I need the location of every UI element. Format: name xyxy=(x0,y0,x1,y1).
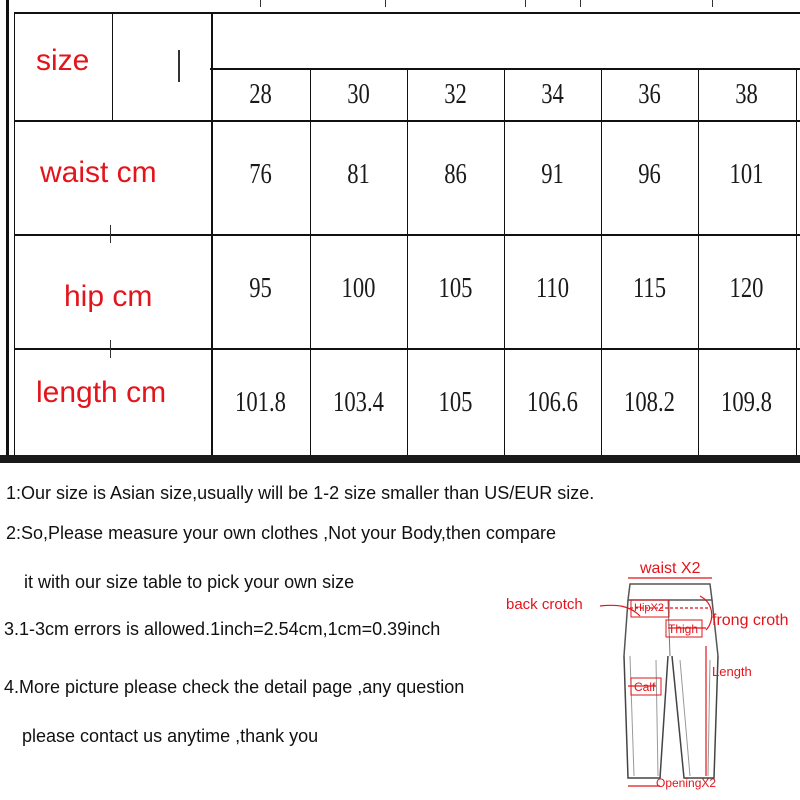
table-rule xyxy=(6,0,9,455)
table-cell: 86 xyxy=(444,158,467,190)
table-cell: 115 xyxy=(632,272,667,304)
diagram-label-hip: HipX2 xyxy=(634,602,664,614)
table-rule xyxy=(698,68,699,455)
diagram-label-thigh: Thigh xyxy=(668,622,699,636)
note-4-continued: please contact us anytime ,thank you xyxy=(22,726,319,746)
table-rule xyxy=(310,68,311,455)
table-tick xyxy=(580,0,581,7)
table-cell: 106.6 xyxy=(527,386,578,418)
row-header-waist: waist cm xyxy=(40,156,157,189)
row-header-length: length cm xyxy=(36,376,167,409)
note-2-continued: it with our size table to pick your own size xyxy=(24,572,355,592)
table-rule xyxy=(796,68,797,455)
pants-measurement-diagram xyxy=(500,556,800,800)
table-tick xyxy=(712,0,713,7)
note-2: 2:So,Please measure your own clothes ,Not your Body,then compare xyxy=(6,523,556,543)
table-rule xyxy=(112,12,113,120)
table-cell: 120 xyxy=(729,272,764,304)
table-cell: 110 xyxy=(535,272,570,304)
size-header-cell: 36 xyxy=(638,78,661,110)
size-header-cell: 34 xyxy=(541,78,564,110)
table-tick xyxy=(110,225,111,243)
row-header-hip: hip cm xyxy=(64,280,153,313)
table-cell: 101.8 xyxy=(235,386,286,418)
note-4: 4.More picture please check the detail page ,any question xyxy=(4,677,465,697)
diagram-label-waist: waist X2 xyxy=(640,560,701,577)
size-header-cell: 28 xyxy=(249,78,272,110)
table-rule xyxy=(601,68,602,455)
table-cell: 81 xyxy=(347,158,370,190)
table-cell: 103.4 xyxy=(333,386,384,418)
table-rule xyxy=(407,68,408,455)
table-cell: 95 xyxy=(249,272,272,304)
note-3: 3.1-3cm errors is allowed.1inch=2.54cm,1cm=0.39inch xyxy=(4,619,441,639)
diagram-label-front-crotch: frong croth xyxy=(712,612,789,629)
row-header-size: size xyxy=(36,44,90,77)
table-tick xyxy=(385,0,386,7)
table-rule xyxy=(14,12,15,455)
table-cell: 109.8 xyxy=(721,386,772,418)
pants-outline-icon xyxy=(500,556,800,800)
table-tick xyxy=(525,0,526,7)
table-rule xyxy=(210,68,800,70)
table-tick xyxy=(110,340,111,358)
table-rule xyxy=(211,12,213,455)
diagram-label-length: Length xyxy=(712,664,752,679)
diagram-label-calf: Calf xyxy=(634,680,656,694)
diagram-label-opening: OpeningX2 xyxy=(656,776,717,790)
note-1: 1:Our size is Asian size,usually will be 1-2 size smaller than US/EUR size. xyxy=(6,483,595,503)
table-cell: 105 xyxy=(438,272,473,304)
size-header-cell: 30 xyxy=(347,78,370,110)
table-cell: 101 xyxy=(729,158,764,190)
table-tick xyxy=(178,50,180,82)
size-header-cell: 32 xyxy=(444,78,467,110)
table-cell: 76 xyxy=(249,158,272,190)
table-cell: 91 xyxy=(541,158,564,190)
table-bottom-bar xyxy=(0,455,800,463)
table-rule xyxy=(14,12,800,14)
table-cell: 96 xyxy=(638,158,661,190)
table-rule xyxy=(504,68,505,455)
table-cell: 105 xyxy=(438,386,473,418)
table-cell: 108.2 xyxy=(624,386,675,418)
table-tick xyxy=(260,0,261,7)
table-cell: 100 xyxy=(341,272,376,304)
size-header-cell: 38 xyxy=(735,78,758,110)
diagram-label-back-crotch: back crotch xyxy=(506,596,583,613)
